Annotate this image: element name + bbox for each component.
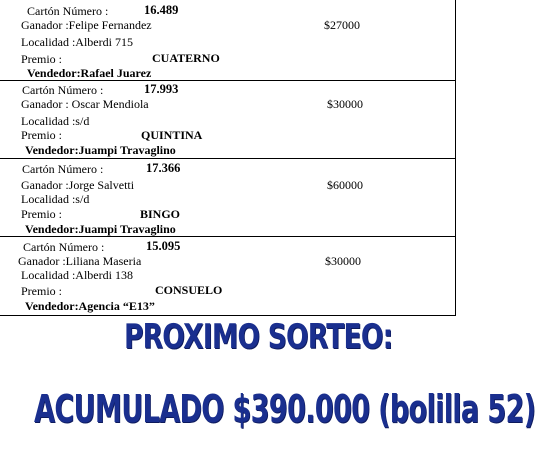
prize-label: Premio :: [21, 207, 62, 221]
seller-name: Vendedor:Agencia “E13”: [25, 299, 155, 313]
winner-name: Ganador :Felipe Fernandez: [21, 18, 152, 32]
winner-location: Localidad :s/d: [21, 114, 90, 128]
winner-entry: [0, 0, 455, 78]
winner-location: Localidad :Alberdi 138: [21, 268, 133, 282]
winner-location: Localidad :Alberdi 715: [21, 35, 133, 49]
prize-name: BINGO: [140, 207, 181, 221]
prize-label: Premio :: [21, 284, 62, 298]
winner-name: Ganador :Liliana Maseria: [18, 254, 142, 268]
prize-label: Premio :: [21, 52, 62, 66]
winner-entry: [0, 236, 455, 314]
winner-entry: [0, 158, 455, 236]
prize-name: QUINTINA: [141, 128, 203, 142]
prize-name: CONSUELO: [155, 283, 223, 297]
carton-label: Cartón Número :: [22, 162, 104, 176]
winner-name: Ganador :Jorge Salvetti: [21, 178, 135, 192]
carton-label: Cartón Número :: [23, 240, 105, 254]
carton-number: 17.366: [146, 161, 181, 175]
carton-number: 17.993: [144, 82, 179, 96]
carton-label: Cartón Número :: [22, 83, 104, 97]
seller-name: Vendedor:Juampi Travaglino: [25, 222, 176, 236]
prize-amount: $30000: [325, 254, 361, 268]
jackpot-announcement: ACUMULADO $390.000 (bolilla 52): [34, 387, 535, 431]
seller-name: Vendedor:Rafael Juarez: [27, 66, 152, 80]
carton-number: 15.095: [146, 239, 181, 253]
winner-entry: [0, 80, 455, 158]
prize-name: CUATERNO: [152, 51, 220, 65]
prize-amount: $30000: [327, 97, 363, 111]
prize-amount: $60000: [327, 178, 363, 192]
carton-label: Cartón Número :: [27, 4, 109, 18]
seller-name: Vendedor:Juampi Travaglino: [25, 143, 176, 157]
next-draw-heading: PROXIMO SORTEO:: [124, 317, 393, 357]
carton-number: 16.489: [144, 3, 179, 17]
winner-location: Localidad :s/d: [21, 192, 90, 206]
winner-name: Ganador : Oscar Mendiola: [21, 97, 149, 111]
prize-amount: $27000: [324, 18, 360, 32]
prize-label: Premio :: [21, 128, 62, 142]
